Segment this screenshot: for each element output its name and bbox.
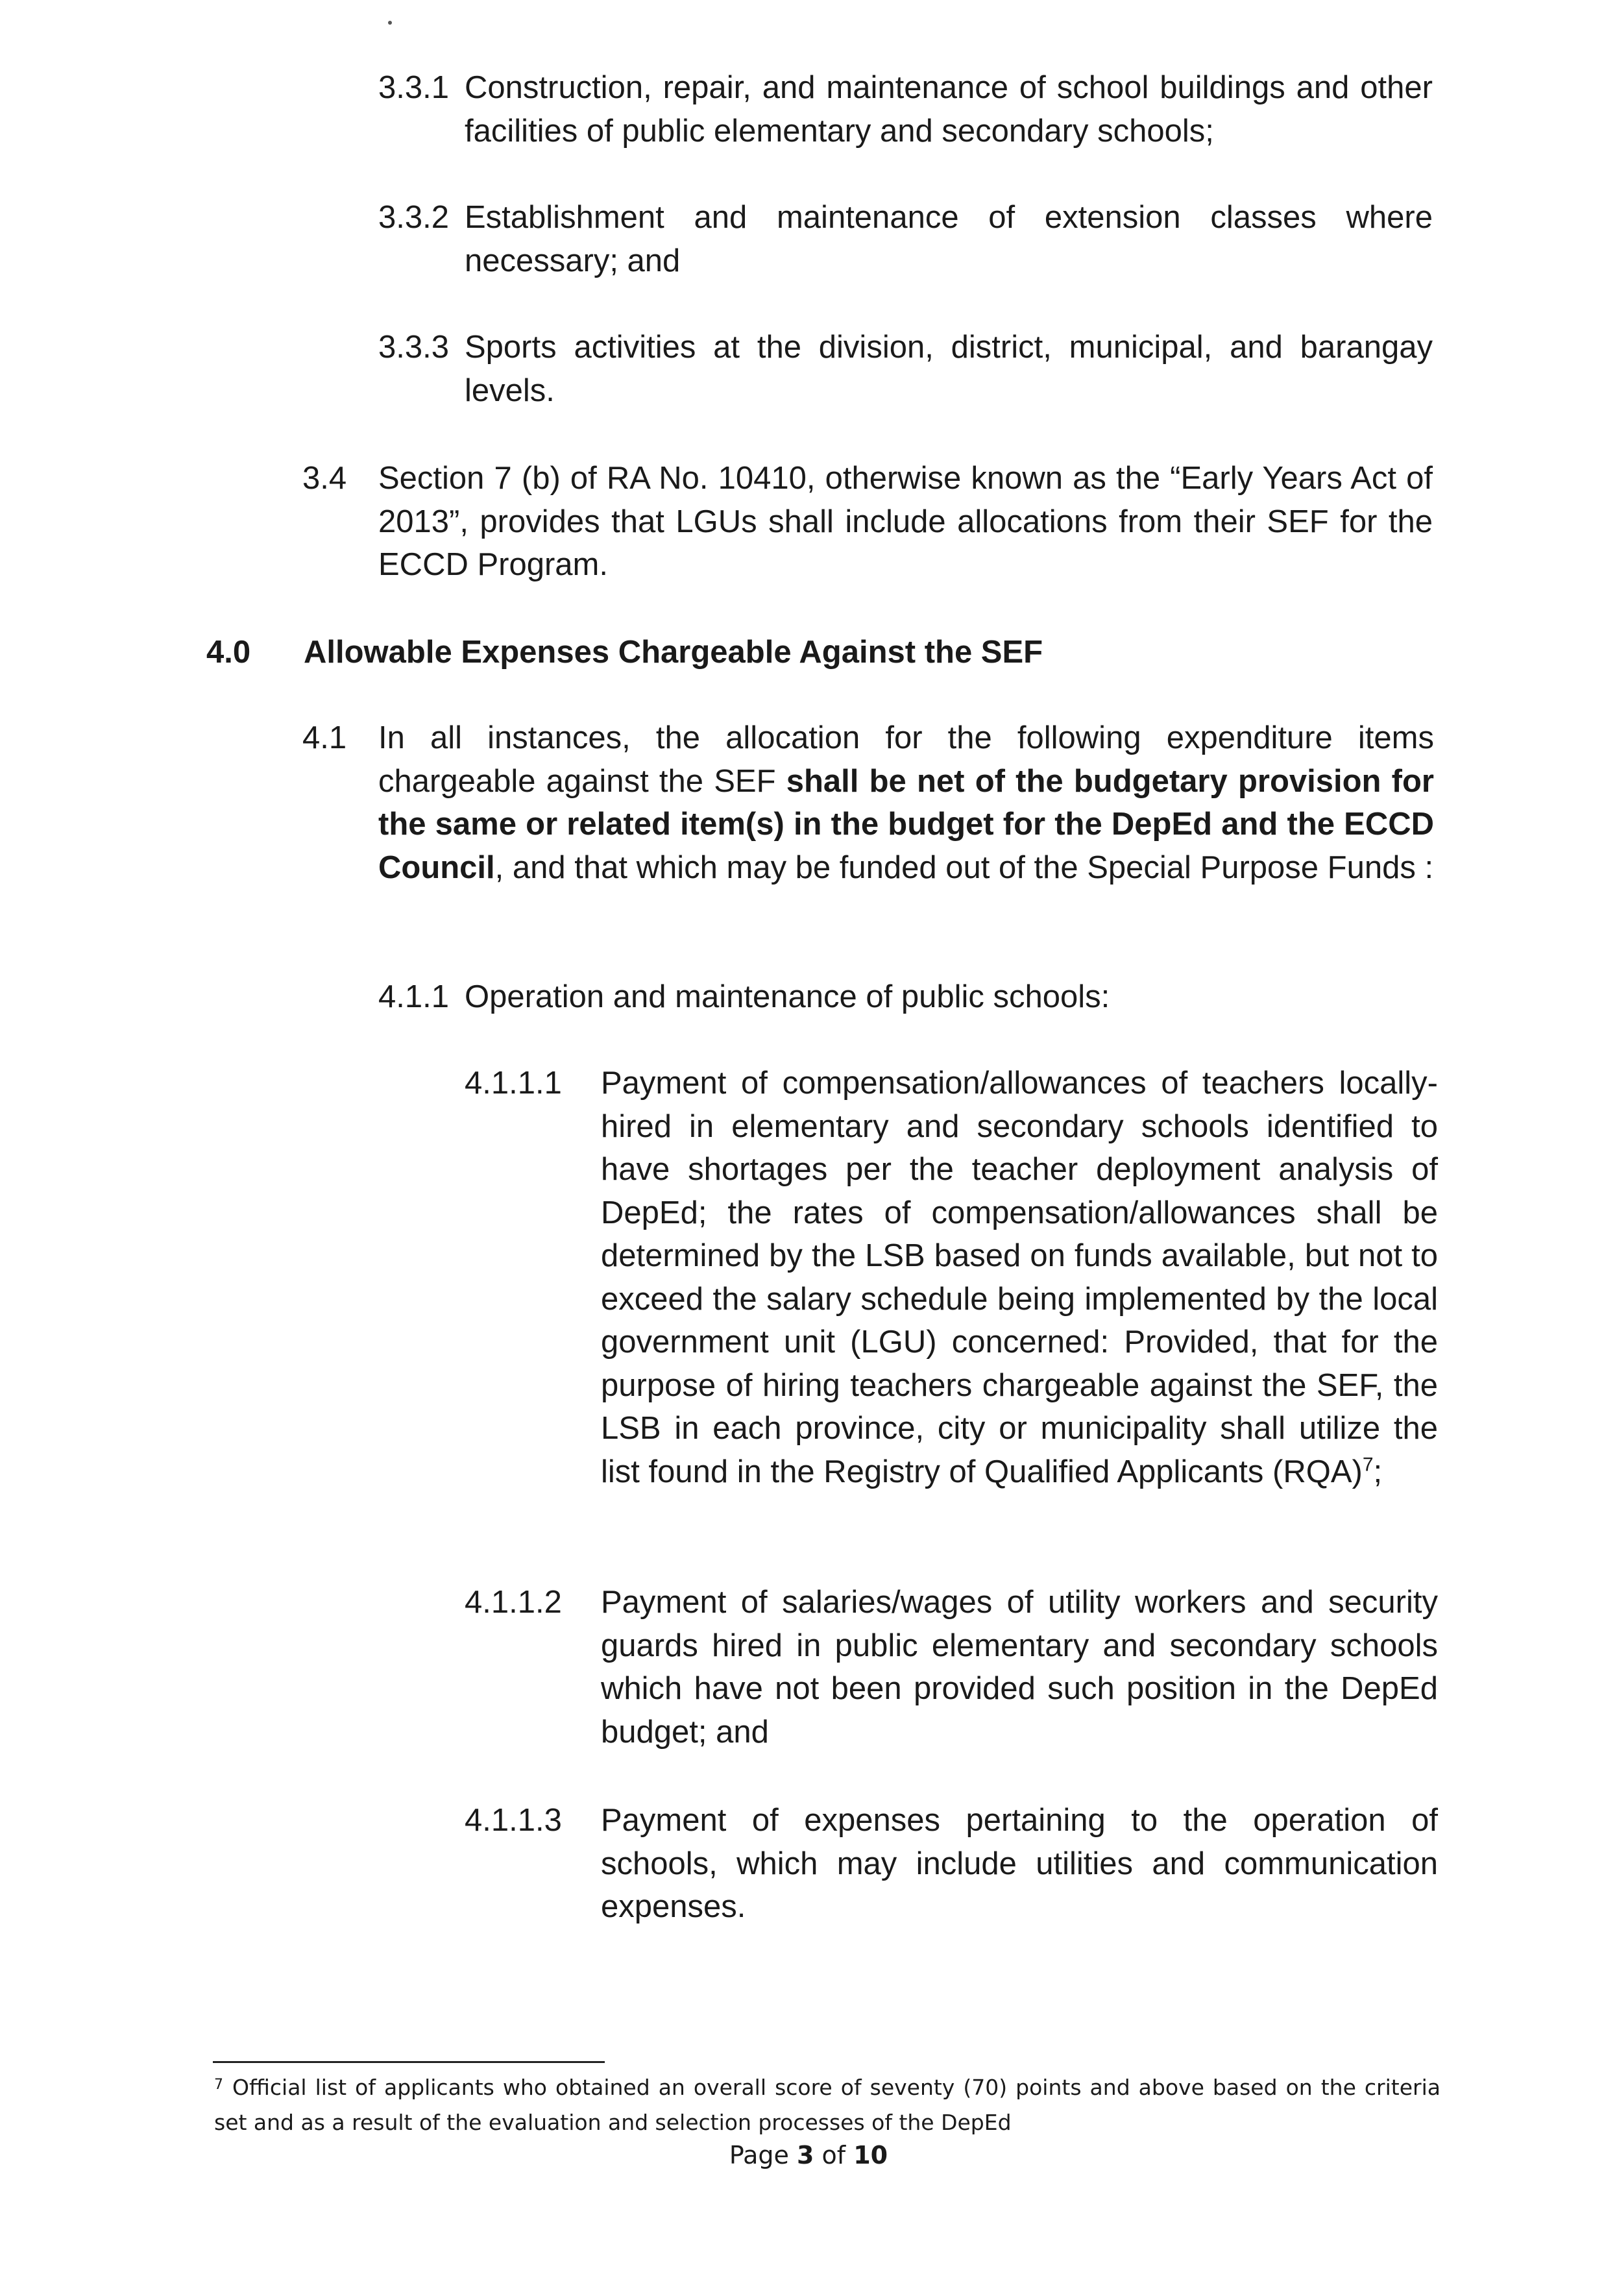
section-number-4-1-1-3: 4.1.1.3	[465, 1803, 562, 1838]
section-3-3-1-text: Construction, repair, and maintenance of school buildings and other facilities of public elementary and secondary schools;	[465, 70, 1433, 149]
section-4-1-1-text: Operation and maintenance of public schools:	[465, 979, 1110, 1014]
footnote	[214, 2070, 1441, 2140]
section-number-4-1-1-2: 4.1.1.2	[465, 1585, 562, 1620]
section-number-4-1-1-1: 4.1.1.1	[465, 1066, 562, 1101]
page-number-of: of	[821, 2141, 846, 2169]
section-4-1-text	[378, 716, 1434, 889]
footnote-text: Official list of applicants who obtained an overall score of seventy (70) points and above based on the criteria set and as a result of the evaluation and selection processes of the DepEd	[214, 2075, 1441, 2135]
section-4-1-1-3-text: Payment of expenses pertaining to the operation of schools, which may include utilities and communication expenses.	[601, 1803, 1438, 1924]
section-3-4-text: Section 7 (b) of RA No. 10410, otherwise known as the “Early Years Act of 2013”, provides that LGUs shall include allocations from their SEF for the ECCD Program.	[378, 461, 1433, 582]
section-number-4-0: 4.0	[206, 635, 251, 670]
section-number-3-4: 3.4	[302, 461, 347, 496]
footnote-reference-7: 7	[1362, 1454, 1374, 1476]
section-4-1-1-1-text	[601, 1062, 1438, 1493]
page-number-current: 3	[796, 2141, 814, 2169]
footnote-mark: 7	[214, 2077, 223, 2093]
section-4-1-bold-text: shall be net of the budgetary provision for the same or related item(s) in the budget for the DepEd and the ECCD Council	[378, 763, 1434, 885]
section-4-1-text-end: , and that which may be funded out of the Special Purpose Funds :	[494, 849, 1434, 885]
section-number-4-1-1: 4.1.1	[378, 979, 449, 1014]
section-number-3-3-1: 3.3.1	[378, 70, 449, 105]
page-number-prefix: Page	[729, 2141, 789, 2169]
section-4-1-1-2-text: Payment of salaries/wages of utility workers and security guards hired in public elementary and secondary schools which have not been provided such position in the DepEd budget; and	[601, 1585, 1438, 1750]
section-4-1-1-1-end: ;	[1373, 1454, 1383, 1489]
page-number	[0, 2139, 1617, 2171]
section-number-4-1: 4.1	[302, 720, 347, 755]
section-4-1-1-1-body: Payment of compensation/allowances of teachers locally-hired in elementary and secondary schools identified to have shortages per the teacher deployment analysis of DepEd; the rates of compensation/allowances shall be determined by the LSB based on funds available, but not to exceed the salary schedule being implemented by the local government unit (LGU) concerned: Provided, that for the purpose of hiring teachers chargeable against the SEF, the LSB in each province, city or municipality shall utilize the list found in the Registry of Qualified Applicants (RQA)	[601, 1066, 1438, 1489]
scan-speck	[388, 21, 392, 25]
section-number-3-3-3: 3.3.3	[378, 330, 449, 365]
section-number-3-3-2: 3.3.2	[378, 200, 449, 235]
section-4-0-heading: Allowable Expenses Chargeable Against the SEF	[304, 635, 1043, 670]
footnote-separator	[213, 2061, 605, 2063]
page-number-total: 10	[853, 2141, 888, 2169]
section-4-1-text-start: In all instances, the allocation for the following expenditure items chargeable against the SEF	[378, 720, 1434, 799]
section-3-3-3-text: Sports activities at the division, district, municipal, and barangay levels.	[465, 330, 1433, 408]
section-3-3-2-text: Establishment and maintenance of extension classes where necessary; and	[465, 200, 1433, 278]
